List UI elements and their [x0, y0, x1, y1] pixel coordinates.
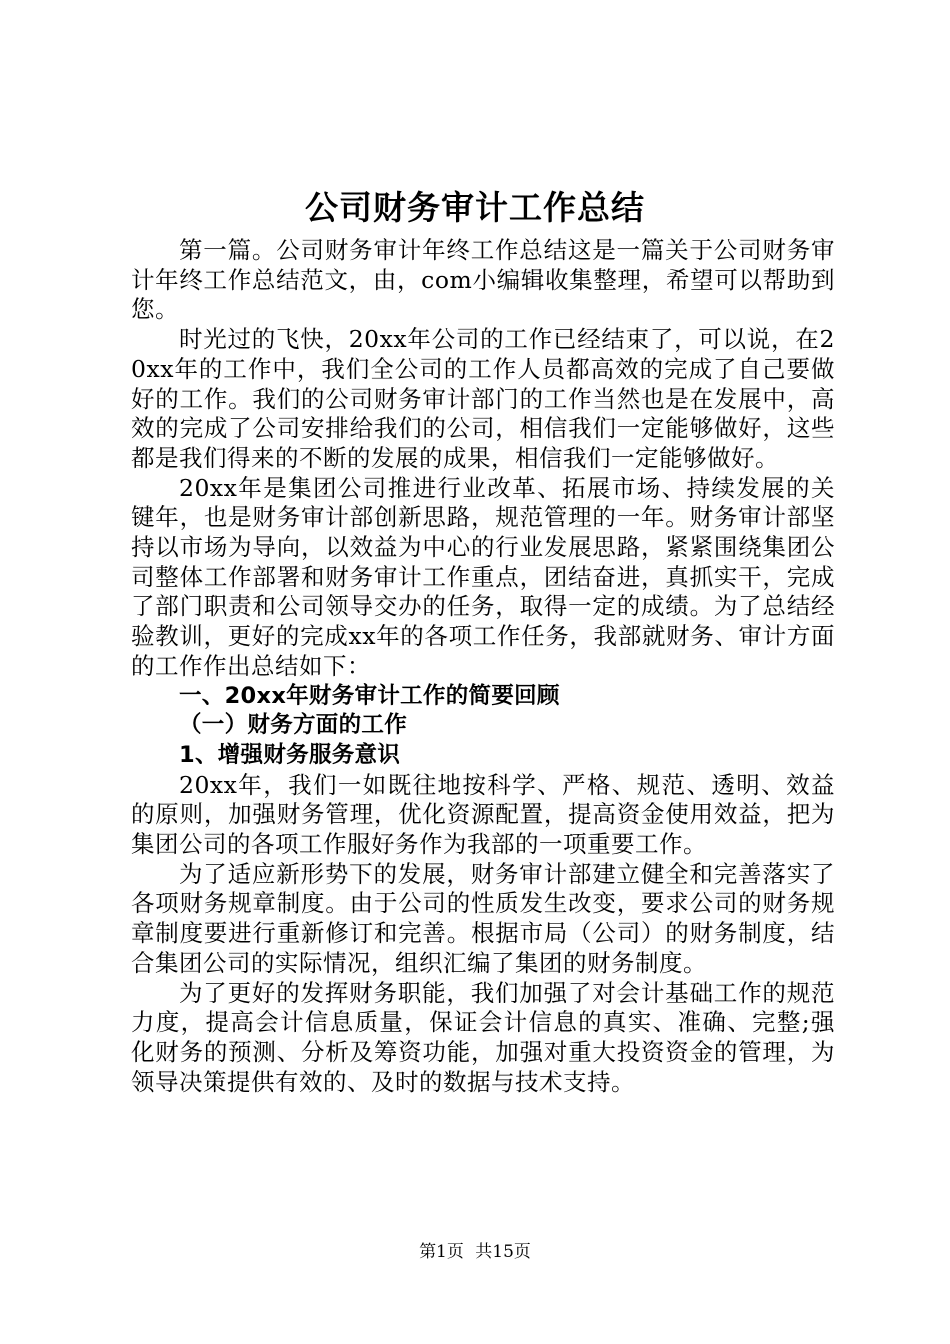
document-body [131, 236, 835, 1097]
page-footer [0, 1240, 950, 1264]
page-total: 共15页 [475, 1242, 531, 1262]
subsection-heading: （一）财务方面的工作 [179, 712, 408, 739]
paragraph-principles: 20xx年，我们一如既往地按科学、严格、规范、透明、效益的原则，加强财务管理，优化资源配置，提高资金使用效益，把为集团公司的各项工作服好务作为我部的一项重要工作。 [131, 770, 835, 859]
paragraph-key-year: 20xx年是集团公司推进行业改革、拓展市场、持续发展的关键年，也是财务审计部创新思路，规范管理的一年。财务审计部坚持以市场为导向，以效益为中心的行业发展思路，紧紧围绕集团公司整体工作部署和财务审计工作重点，团结奋进，真抓实干，完成了部门职责和公司领导交办的任务，取得一定的成绩。为了总结经验教训，更好的完成xx年的各项工作任务，我部就财务、审计方面的工作作出总结如下： [131, 473, 835, 680]
paragraph-intro: 第一篇。公司财务审计年终工作总结这是一篇关于公司财务审计年终工作总结范文，由，com小编辑收集整理，希望可以帮助到您。 [131, 236, 835, 324]
item-heading: 1、增强财务服务意识 [179, 741, 401, 768]
paragraph-functions: 为了更好的发挥财务职能，我们加强了对会计基础工作的规范力度，提高会计信息质量，保证会计信息的真实、准确、完整;强化财务的预测、分析及筹资功能，加强对重大投资资金的管理，为领导决策提供有效的、及时的数据与技术支持。 [131, 978, 835, 1096]
paragraph-year-review: 时光过的飞快，20xx年公司的工作已经结束了，可以说，在20xx年的工作中，我们全公司的工作人员都高效的完成了自己要做好的工作。我们的公司财务审计部门的工作当然也是在发展中，高效的完成了公司安排给我们的公司，相信我们一定能够做好，这些都是我们得来的不断的发展的成果，相信我们一定能够做好。 [131, 325, 835, 472]
page-number: 第1页 [419, 1242, 464, 1262]
section-heading: 一、20xx年财务审计工作的简要回顾 [179, 682, 560, 709]
paragraph-regulations: 为了适应新形势下的发展，财务审计部建立健全和完善落实了各项财务规章制度。由于公司的性质发生改变，要求公司的财务规章制度要进行重新修订和完善。根据市局（公司）的财务制度，结合集团公司的实际情况，组织汇编了集团的财务制度。 [131, 859, 835, 977]
document-title: 公司财务审计工作总结 [305, 188, 645, 227]
